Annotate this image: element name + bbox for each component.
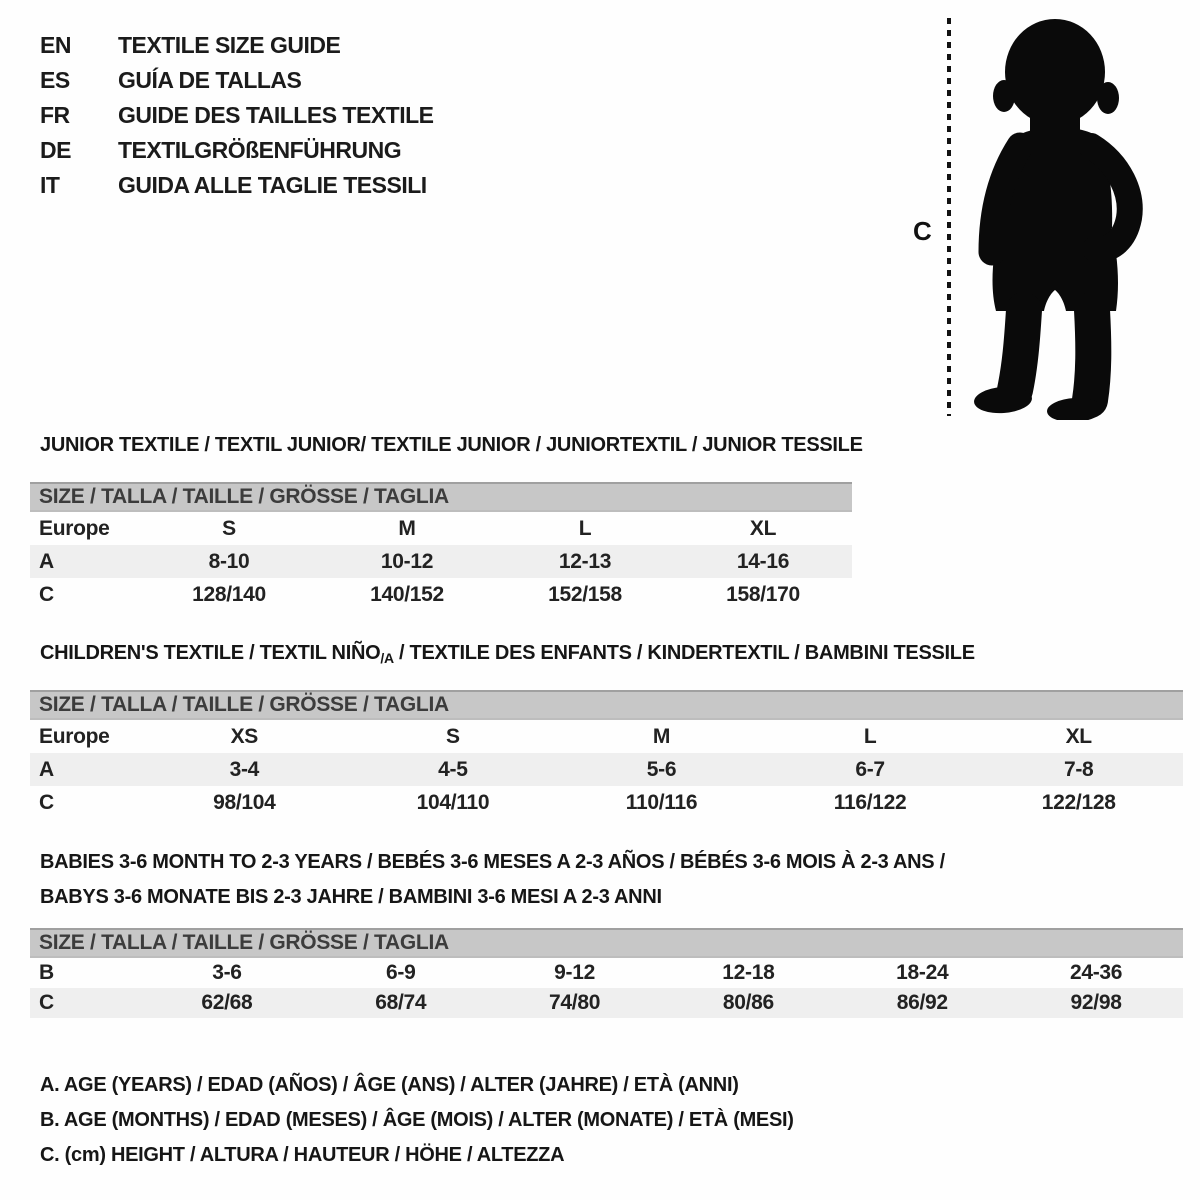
lang-title-de: TEXTILGRÖßENFÜHRUNG [118,137,402,163]
cell: 86/92 [896,991,948,1014]
cell: 110/116 [625,790,698,814]
cell: M [398,516,416,540]
cell: 24-36 [1069,961,1123,984]
row-label: B [39,961,54,984]
cell: 68/74 [375,991,427,1014]
cell: 158/170 [726,582,800,606]
babies-row-height [30,988,1183,1018]
junior-size-table [30,482,852,611]
row-label: Europe [39,724,110,748]
cell: 12-18 [722,961,775,984]
lang-title-es: GUÍA DE TALLAS [118,67,302,93]
cell: XL [749,516,777,540]
babies-size-table [30,928,1183,1018]
children-heading-part2: / TEXTILE DES ENFANTS / KINDERTEXTIL / BAMBINI TESSILE [393,642,975,664]
cell: 128/140 [192,582,266,606]
lang-row-en [40,28,434,63]
cell: S [222,516,236,540]
cell: S [446,724,460,748]
legend-line-c: C. (cm) HEIGHT / ALTURA / HAUTEUR / HÖHE / ALTEZZA [40,1144,565,1166]
cell: 80/86 [722,991,774,1014]
children-row-height [30,786,1183,819]
lang-title-fr: GUIDE DES TAILLES TEXTILE [118,102,434,128]
cell: 92/98 [1070,991,1122,1014]
measure-legend [40,1068,794,1173]
lang-code-it: IT [40,172,60,198]
cell: 62/68 [201,991,253,1014]
toddler-silhouette-icon [962,12,1148,420]
cell: 10-12 [380,549,434,573]
row-label: Europe [39,516,110,540]
lang-title-en: TEXTILE SIZE GUIDE [118,32,341,58]
cell: 140/152 [370,582,444,606]
junior-row-height [30,578,852,611]
babies-heading-line1: BABIES 3-6 MONTH TO 2-3 YEARS / BEBÉS 3-6 MESES A 2-3 AÑOS / BÉBÉS 3-6 MOIS À 2-3 ANS / [40,851,945,873]
cell: 18-24 [896,961,949,984]
cell: L [578,516,592,540]
cell: 3-4 [229,757,260,781]
cell: 4-5 [438,757,468,781]
row-label: A [39,549,54,573]
lang-code-fr: FR [40,102,70,128]
cell: 116/122 [833,790,907,814]
cell: 3-6 [212,961,242,984]
children-row-europe [30,720,1183,753]
cell: 12-13 [558,549,612,573]
cell: 6-9 [386,961,416,984]
language-title-list [40,28,434,203]
lang-row-es [40,63,434,98]
legend-line-a: A. AGE (YEARS) / EDAD (AÑOS) / ÂGE (ANS) / ALTER (JAHRE) / ETÀ (ANNI) [40,1074,739,1096]
lang-title-it: GUIDA ALLE TAGLIE TESSILI [118,172,427,198]
cell: 104/110 [416,790,490,814]
lang-code-en: EN [40,32,71,58]
row-label: C [39,790,54,814]
cell: 122/128 [1041,790,1116,814]
cell: XS [230,724,258,748]
cell: 5-6 [646,757,677,781]
cell: XL [1065,724,1092,748]
legend-line-b: B. AGE (MONTHS) / EDAD (MESES) / ÂGE (MOIS) / ALTER (MONATE) / ETÀ (MESI) [40,1109,794,1131]
lang-code-es: ES [40,67,70,93]
cell: 6-7 [855,757,885,781]
row-label: A [39,757,54,781]
height-measure-dashed-line [947,18,951,416]
junior-row-europe [30,512,852,545]
row-label: C [39,582,54,606]
cell: L [863,724,877,748]
lang-row-fr [40,98,434,133]
junior-section-heading: JUNIOR TEXTILE / TEXTIL JUNIOR/ TEXTILE JUNIOR / JUNIORTEXTIL / JUNIOR TESSILE [40,434,863,456]
lang-row-it [40,168,434,203]
cell: 98/104 [213,790,276,814]
children-heading-part1: CHILDREN'S TEXTILE / TEXTIL NIÑO [40,642,381,664]
junior-size-header-bar: SIZE / TALLA / TAILLE / GRÖSSE / TAGLIA [30,482,852,512]
lang-row-de [40,133,434,168]
cell: 9-12 [554,961,595,984]
row-label: C [39,991,54,1014]
cell: 74/80 [549,991,601,1014]
babies-size-header-bar: SIZE / TALLA / TAILLE / GRÖSSE / TAGLIA [30,928,1183,958]
children-heading-sub: /A [380,650,394,666]
children-section-heading [40,642,975,666]
children-row-age [30,753,1183,786]
babies-heading-line2: BABYS 3-6 MONATE BIS 2-3 JAHRE / BAMBINI 3-6 MESI A 2-3 ANNI [40,886,662,908]
cell: 152/158 [548,582,622,606]
babies-section-heading [40,845,945,915]
babies-row-months [30,958,1183,988]
cell: 14-16 [736,549,790,573]
cell: 8-10 [208,549,250,573]
cell: 7-8 [1063,757,1094,781]
children-size-table [30,690,1183,819]
junior-row-age [30,545,852,578]
lang-code-de: DE [40,137,71,163]
children-size-header-bar: SIZE / TALLA / TAILLE / GRÖSSE / TAGLIA [30,690,1183,720]
height-measure-label: C [913,216,932,246]
cell: M [652,724,671,748]
